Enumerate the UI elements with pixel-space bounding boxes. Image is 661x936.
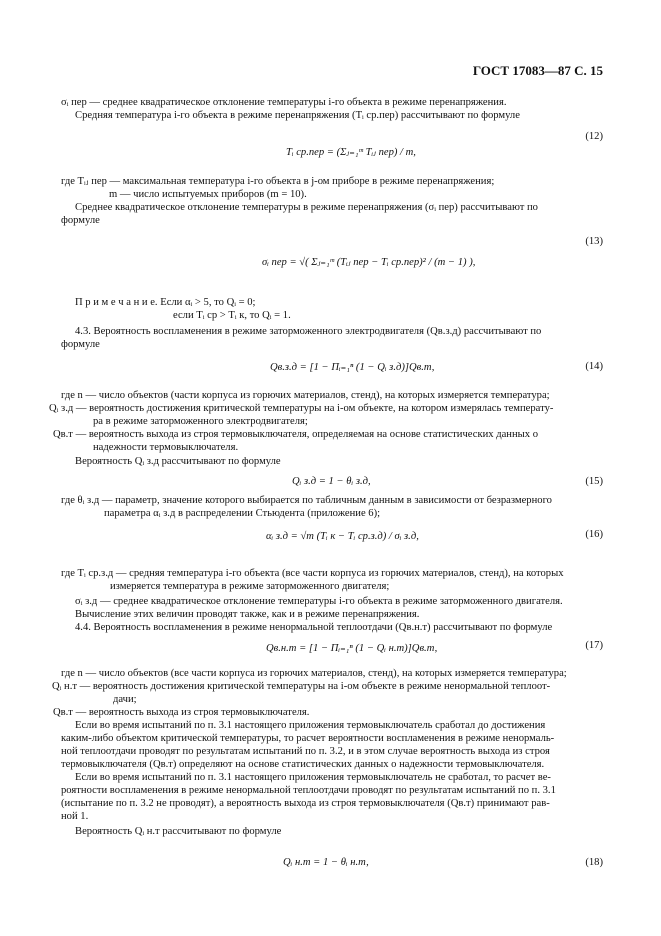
equation-number: (12) [585, 131, 603, 142]
text-line: Вычисление этих величин проводят также, как и в режиме перенапряжения. [75, 609, 420, 620]
text-line: ра в режиме заторможенного электродвигателя; [93, 416, 308, 427]
equation-number: (16) [585, 529, 603, 540]
text-line: ной 1. [61, 811, 89, 822]
text-line: дачи; [113, 694, 137, 705]
text-line: Вероятность Qᵢ н.т рассчитывают по формуле [75, 826, 282, 837]
text-line: 4.3. Вероятность воспламенения в режиме заторможенного электродвигателя (Qв.з.д) рассчитывают по [75, 326, 542, 337]
note-line: если Tᵢ ср > Tᵢ к, то Qᵢ = 1. [173, 310, 291, 321]
formula-17: Qв.н.т = [1 − Πᵢ₌₁ⁿ (1 − Qᵢ н.т)]Qв.т, [266, 643, 438, 654]
formula-12: Tᵢ ср.пер = (Σⱼ₌₁ᵐ Tᵢⱼ пер) / m, [286, 147, 416, 158]
text-line: Qᵢ н.т — вероятность достижения критической температуры на i-ом объекте в режиме ненормальной теплоот- [52, 681, 551, 692]
text-line: σᵢ з.д — среднее квадратическое отклонение температуры i-го объекта в режиме заторможенного двигателя. [75, 596, 563, 607]
equation-number: (18) [585, 857, 603, 868]
formula-18: Qᵢ н.т = 1 − θᵢ н.т, [283, 857, 369, 868]
text-line: термовыключателя (Qв.т) определяют на основе статистических данных о надежности термовыключателя. [61, 759, 545, 770]
text-line: Среднее квадратическое отклонение температуры в режиме перенапряжения (σᵢ пер) рассчитывают по [75, 202, 538, 213]
text-line: 4.4. Вероятность воспламенения в режиме ненормальной теплоотдачи (Qв.н.т) рассчитывают по формуле [75, 622, 553, 633]
text-line: Если во время испытаний по п. 3.1 настоящего приложения термовыключатель сработал до достижения [75, 720, 546, 731]
text-line: Вероятность Qᵢ з.д рассчитывают по формуле [75, 456, 281, 467]
formula-13: σᵢ пер = √( Σⱼ₌₁ᵐ (Tᵢⱼ пер − Tᵢ ср.пер)² / (m − 1) ), [262, 257, 476, 268]
text-line: σᵢ пер — среднее квадратическое отклонение температуры i-го объекта в режиме перенапряжения. [61, 97, 507, 108]
text-line: Qв.т — вероятность выхода из строя термовыключателя, определяемая на основе статистических данных о [53, 429, 539, 440]
equation-number: (17) [585, 640, 603, 651]
formula-16: αᵢ з.д = √m (Tᵢ к − Tᵢ ср.з.д) / σᵢ з.д, [266, 531, 419, 542]
text-line: Если во время испытаний по п. 3.1 настоящего приложения термовыключатель не сработал, то расчет ве- [75, 772, 551, 783]
text-line: где n — число объектов (части корпуса из горючих материалов, стенд), на которых измеряется температура; [61, 390, 550, 401]
text-line: (испытание по п. 3.2 не проводят), а вероятность выхода из строя термовыключателя (Qв.т) принимают рав- [61, 798, 550, 809]
text-line: ной теплоотдачи проводят по результатам испытаний по п. 3.2, и в этом случае вероятность выхода из строя [61, 746, 550, 757]
text-line: Средняя температура i-го объекта в режиме перенапряжения (Tᵢ ср.пер) рассчитывают по формуле [75, 110, 520, 121]
text-line: формуле [61, 215, 100, 226]
text-line: где θᵢ з.д — параметр, значение которого выбирается по табличным данным в зависимости от безразмерного [61, 495, 552, 506]
text-line: Qᵢ з.д — вероятность достижения критической температуры на i-ом объекте, на котором измерялась температу- [49, 403, 554, 414]
text-line: формуле [61, 339, 100, 350]
text-line: где Tᵢⱼ пер — максимальная температура i-го объекта в j-ом приборе в режиме перенапряжения; [61, 176, 495, 187]
text-line: m — число испытуемых приборов (m = 10). [109, 189, 307, 200]
text-line: где Tᵢ ср.з.д — средняя температура i-го объекта (все части корпуса из горючих материалов, стенд), на которых [61, 568, 564, 579]
text-line: роятности воспламенения в режиме ненормальной теплоотдачи проводят по результатам испытаний по п. 3.1 [61, 785, 556, 796]
formula-14: Qв.з.д = [1 − Πᵢ₌₁ⁿ (1 − Qᵢ з.д)]Qв.т, [270, 362, 435, 373]
note-line: П р и м е ч а н и е. Если αᵢ > 5, то Qᵢ = 0; [75, 297, 256, 308]
text-line: надежности термовыключателя. [93, 442, 239, 453]
formula-15: Qᵢ з.д = 1 − θᵢ з.д, [292, 476, 371, 487]
text-line: Qв.т — вероятность выхода из строя термовыключателя. [53, 707, 310, 718]
equation-number: (13) [585, 236, 603, 247]
page-header: ГОСТ 17083—87 С. 15 [472, 63, 603, 78]
text-line: где n — число объектов (все части корпуса из горючих материалов, стенд), на которых измеряется температура; [61, 668, 567, 679]
equation-number: (15) [585, 476, 603, 487]
equation-number: (14) [585, 361, 603, 372]
text-line: параметра αᵢ з.д в распределении Стьюдента (приложение 6); [104, 508, 381, 519]
text-line: измеряется температура в режиме заторможенного двигателя; [110, 581, 390, 592]
text-line: каким-либо объектом критической температуры, то расчет вероятности воспламенения в режиме ненормаль- [61, 733, 555, 744]
